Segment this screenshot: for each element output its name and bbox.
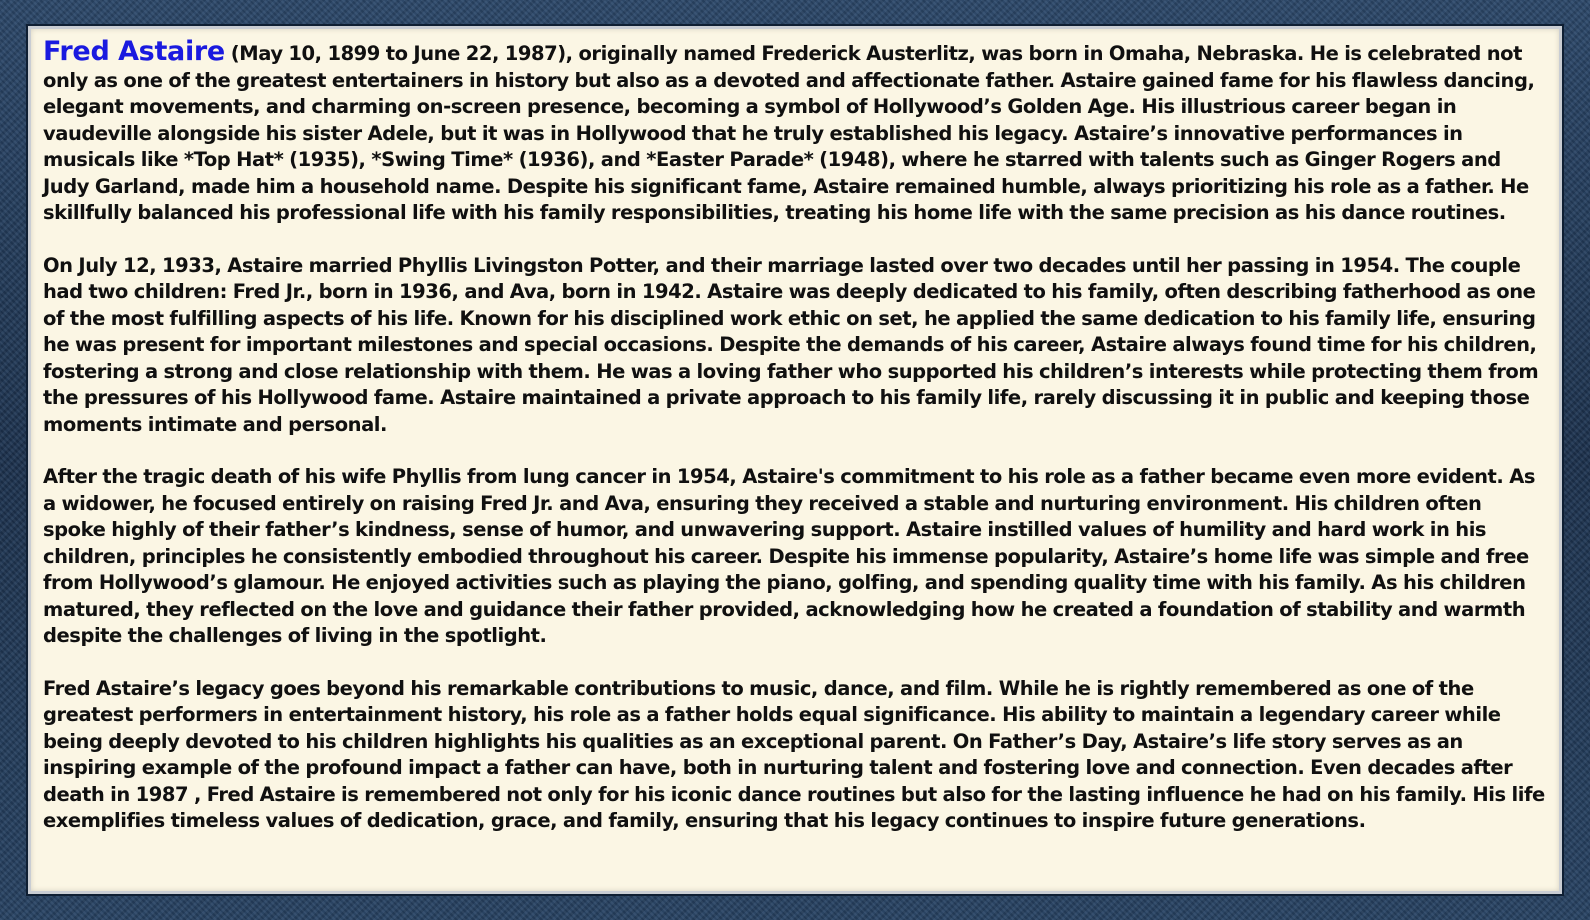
paragraph-3-text: After the tragic death of his wife Phyllis from lung cancer in 1954, Astaire's commitment to his role as a father became even more evident. As a widower, he focused entirely on raising Fred Jr. and Ava, ensuring they received a stable and nurturing environment. His children often spoke highly of their father’s kindness, sense of humor, and unwavering support. Astaire instilled values of humility and hard work in his children, principles he consistently embodied throughout his career. Despite his immense popularity, Astaire’s home life was simple and free from Hollywood’s glamour. He enjoyed activities such as playing the piano, golfing, and spending quality time with his family. As his children matured, they reflected on the love and guidance their father provided, acknowledging how he created a foundation of stability and warmth despite the challenges of living in the spotlight. xyxy=(43,465,1536,647)
paragraph-1-text: (May 10, 1899 to June 22, 1987), originally named Frederick Austerlitz, was born in Omaha, Nebraska. He is celebrated not only as one of the greatest entertainers in history but also as a devoted and affectionate father. Astaire gained fame for his flawless dancing, elegant movements, and charming on-screen presence, becoming a symbol of Hollywood’s Golden Age. His illustrious career began in vaudeville alongside his sister Adele, but it was in Hollywood that he truly established his legacy. Astaire’s innovative performances in musicals like *Top Hat* (1935), *Swing Time* (1936), and *Easter Parade* (1948), where he starred with talents such as Ginger Rogers and Judy Garland, made him a household name. Despite his significant fame, Astaire remained humble, always prioritizing his role as a father. He skillfully balanced his professional life with his family responsibilities, treating his home life with the same precision as his dance routines. xyxy=(43,42,1535,224)
paragraph-4-text: Fred Astaire’s legacy goes beyond his remarkable contributions to music, dance, and film. While he is rightly remembered as one of the greatest performers in entertainment history, his role as a father holds equal significance. His ability to maintain a legendary career while being deeply devoted to his children highlights his qualities as an exceptional parent. On Father’s Day, Astaire’s life story serves as an inspiring example of the profound impact a father can have, both in nurturing talent and fostering love and connection. Even decades after death in 1987 , Fred Astaire is remembered not only for his iconic dance routines but also for the lasting influence he had on his family. His life exemplifies timeless values of dedication, grace, and family, ensuring that his legacy continues to inspire future generations. xyxy=(43,676,1545,832)
article-title: Fred Astaire xyxy=(43,36,225,67)
article-body xyxy=(43,36,1549,835)
paragraph-2-text: On July 12, 1933, Astaire married Phyllis Livingston Potter, and their marriage lasted over two decades until her passing in 1954. The couple had two children: Fred Jr., born in 1936, and Ava, born in 1942. Astaire was deeply dedicated to his family, often describing fatherhood as one of the most fulfilling aspects of his life. Known for his disciplined work ethic on set, he applied the same dedication to his family life, ensuring he was present for important milestones and special occasions. Despite the demands of his career, Astaire always found time for his children, fostering a strong and close relationship with them. He was a loving father who supported his children’s interests while protecting them from the pressures of his Hollywood fame. Astaire maintained a private approach to his family life, rarely discussing it in public and keeping those moments intimate and personal. xyxy=(43,253,1539,436)
article-panel xyxy=(28,26,1562,894)
paragraph-intro xyxy=(43,36,1549,227)
